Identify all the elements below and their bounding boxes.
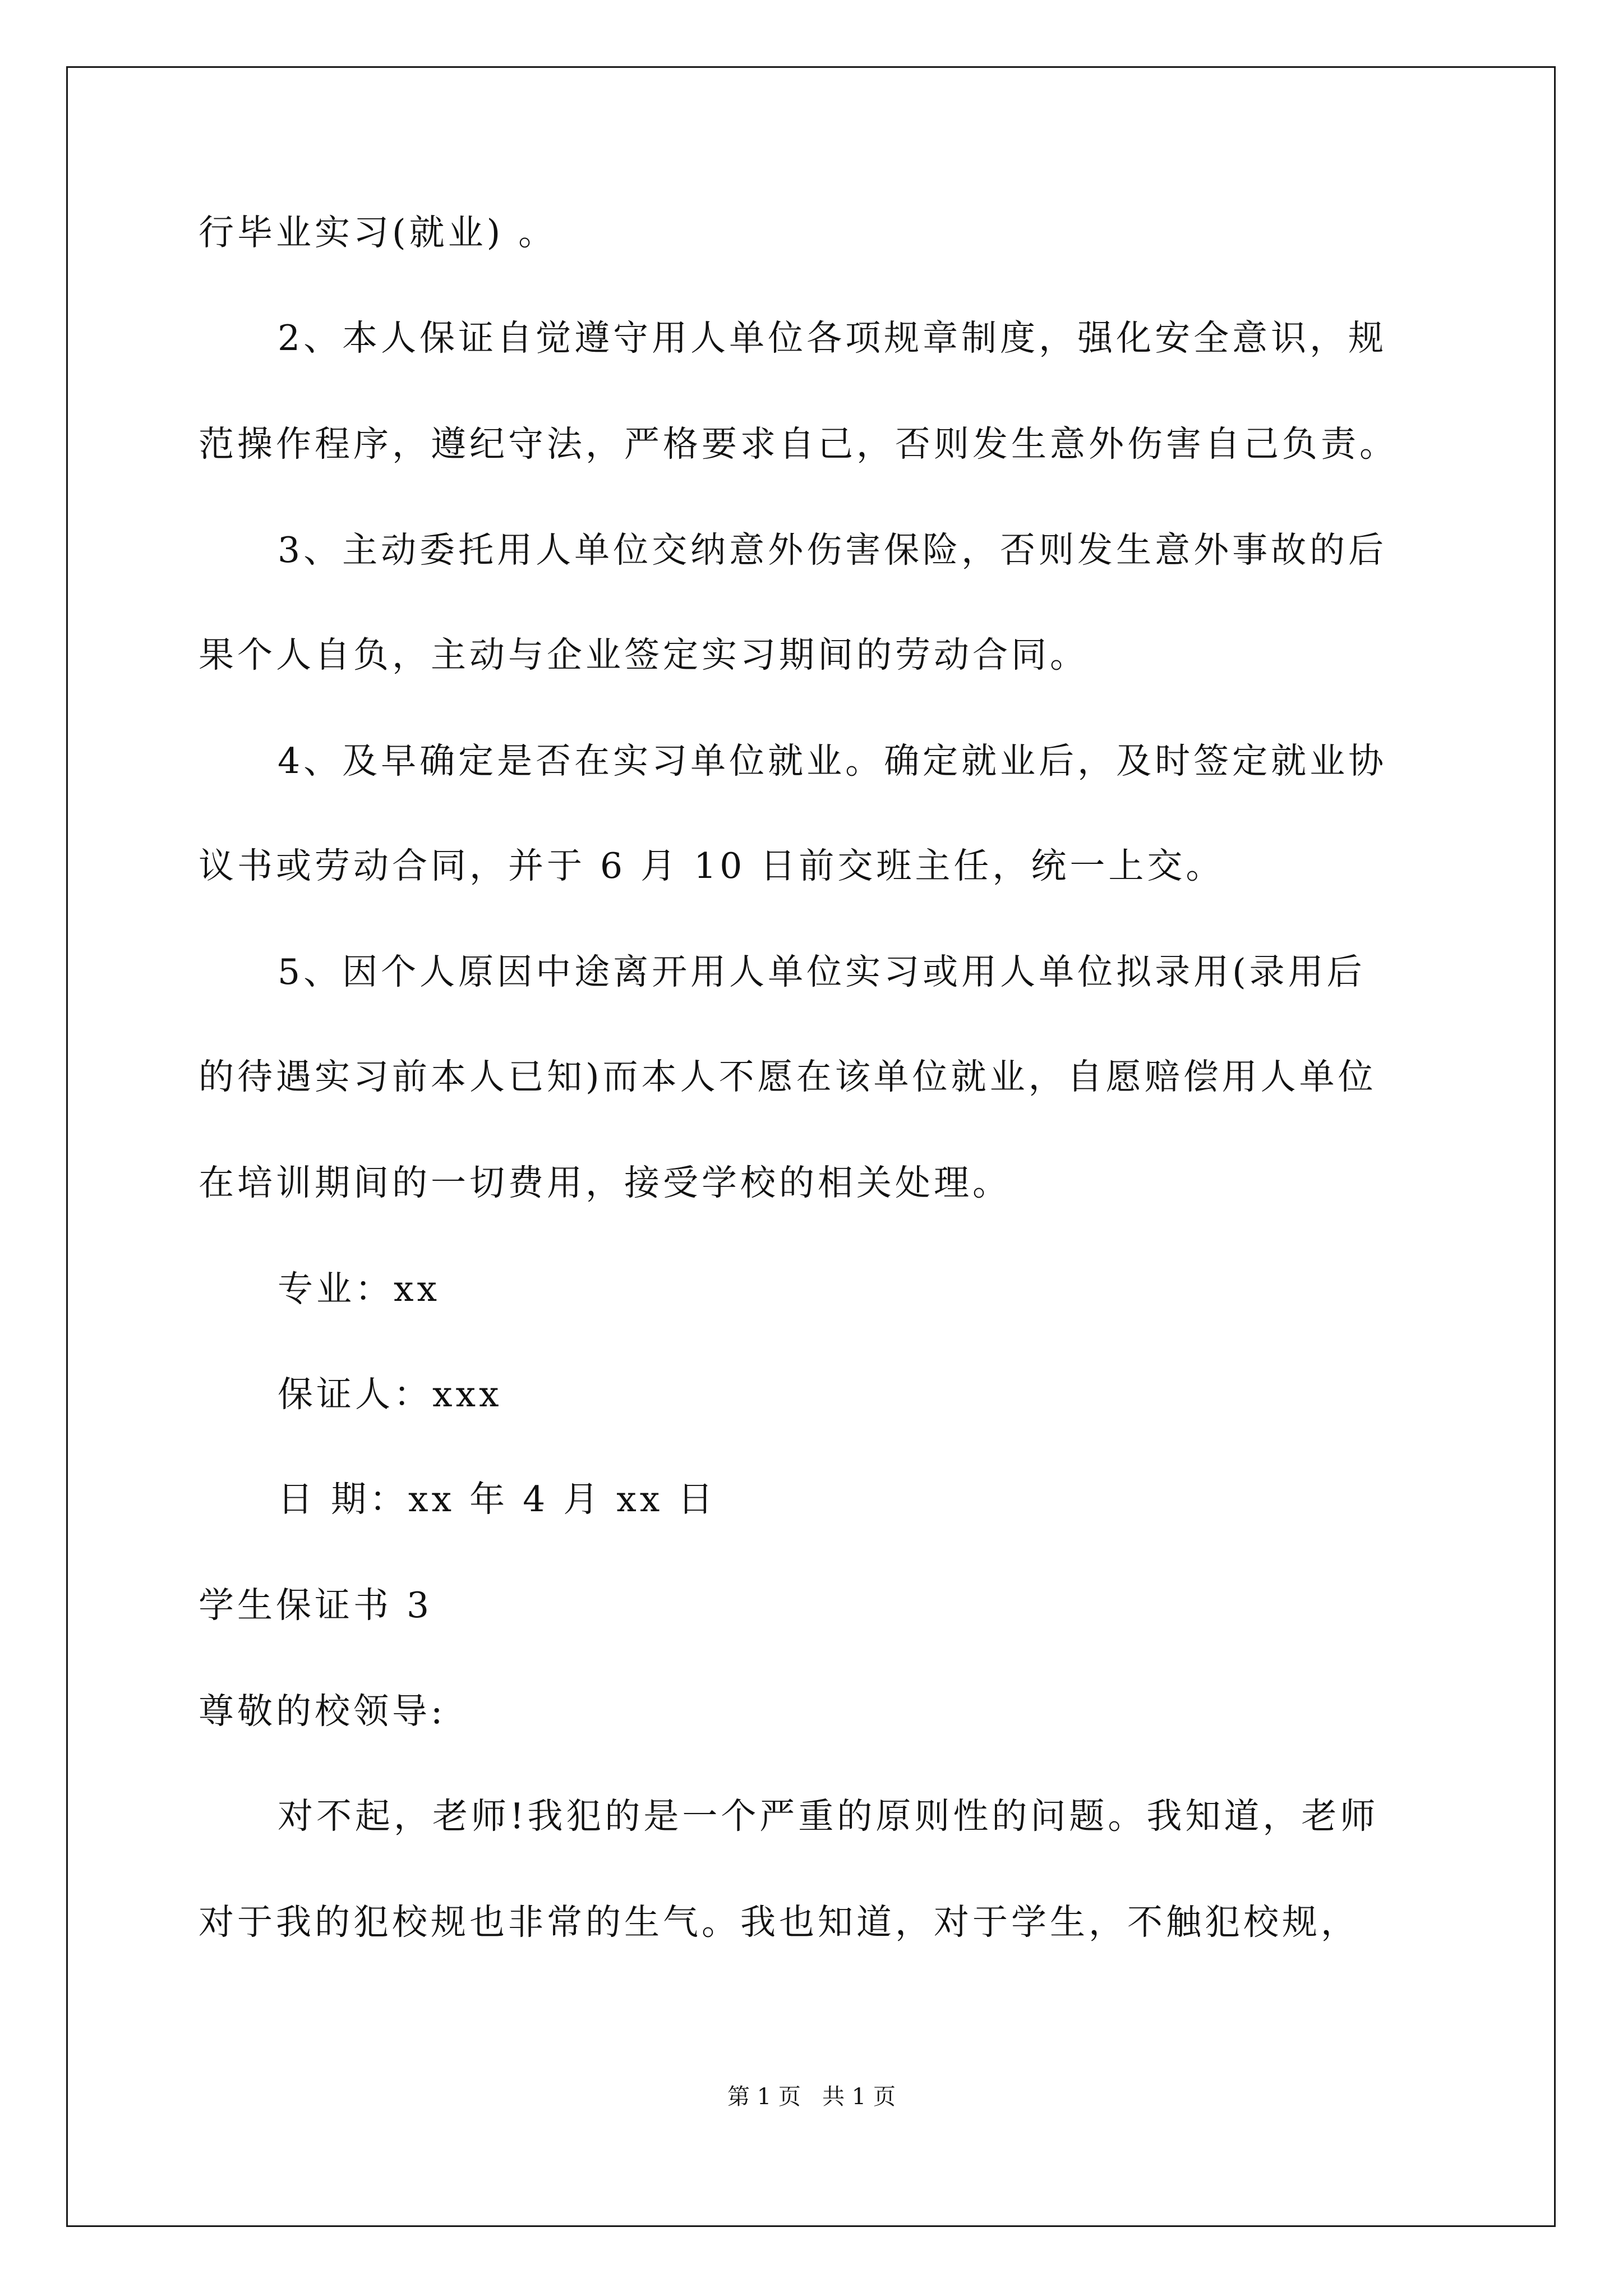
clause-3-line-1: 3、主动委托用人单位交纳意外伤害保险，否则发生意外事故的后 [278,530,1387,570]
clause-2-line-2: 范操作程序，遵纪守法，严格要求自己，否则发生意外伤害自己负责。 [199,424,1398,464]
section-title: 学生保证书 3 [199,1585,433,1626]
letter-line-1: 对不起，老师!我犯的是一个严重的原则性的问题。我知道，老师 [278,1796,1379,1837]
clause-4-line-1: 4、及早确定是否在实习单位就业。确定就业后，及时签定就业协 [278,740,1387,781]
page-footer: 第 1 页 共 1 页 [727,2084,896,2110]
clause-5-line-2: 的待遇实习前本人已知)而本人不愿在该单位就业，自愿赔偿用人单位 [199,1056,1377,1097]
clause-4-line-2: 议书或劳动合同，并于 6 月 10 日前交班主任，统一上交。 [199,845,1225,886]
clause-5-line-3: 在培训期间的一切费用，接受学校的相关处理。 [199,1162,1011,1203]
guarantor-field: 保证人：xxx [278,1374,502,1415]
letter-line-2: 对于我的犯校规也非常的生气。我也知道，对于学生，不触犯校规， [199,1902,1359,1943]
clause-2-line-1: 2、本人保证自觉遵守用人单位各项规章制度，强化安全意识，规 [278,318,1387,358]
clause-3-line-2: 果个人自负，主动与企业签定实习期间的劳动合同。 [199,634,1089,675]
body-line-1: 行毕业实习(就业) 。 [199,212,557,253]
clause-5-line-1: 5、因个人原因中途离开用人单位实习或用人单位拟录用(录用后 [278,951,1366,992]
major-field: 专业：xx [278,1268,441,1309]
date-field: 日 期：xx 年 4 月 xx 日 [278,1479,717,1520]
salutation: 尊敬的校领导: [199,1691,446,1732]
